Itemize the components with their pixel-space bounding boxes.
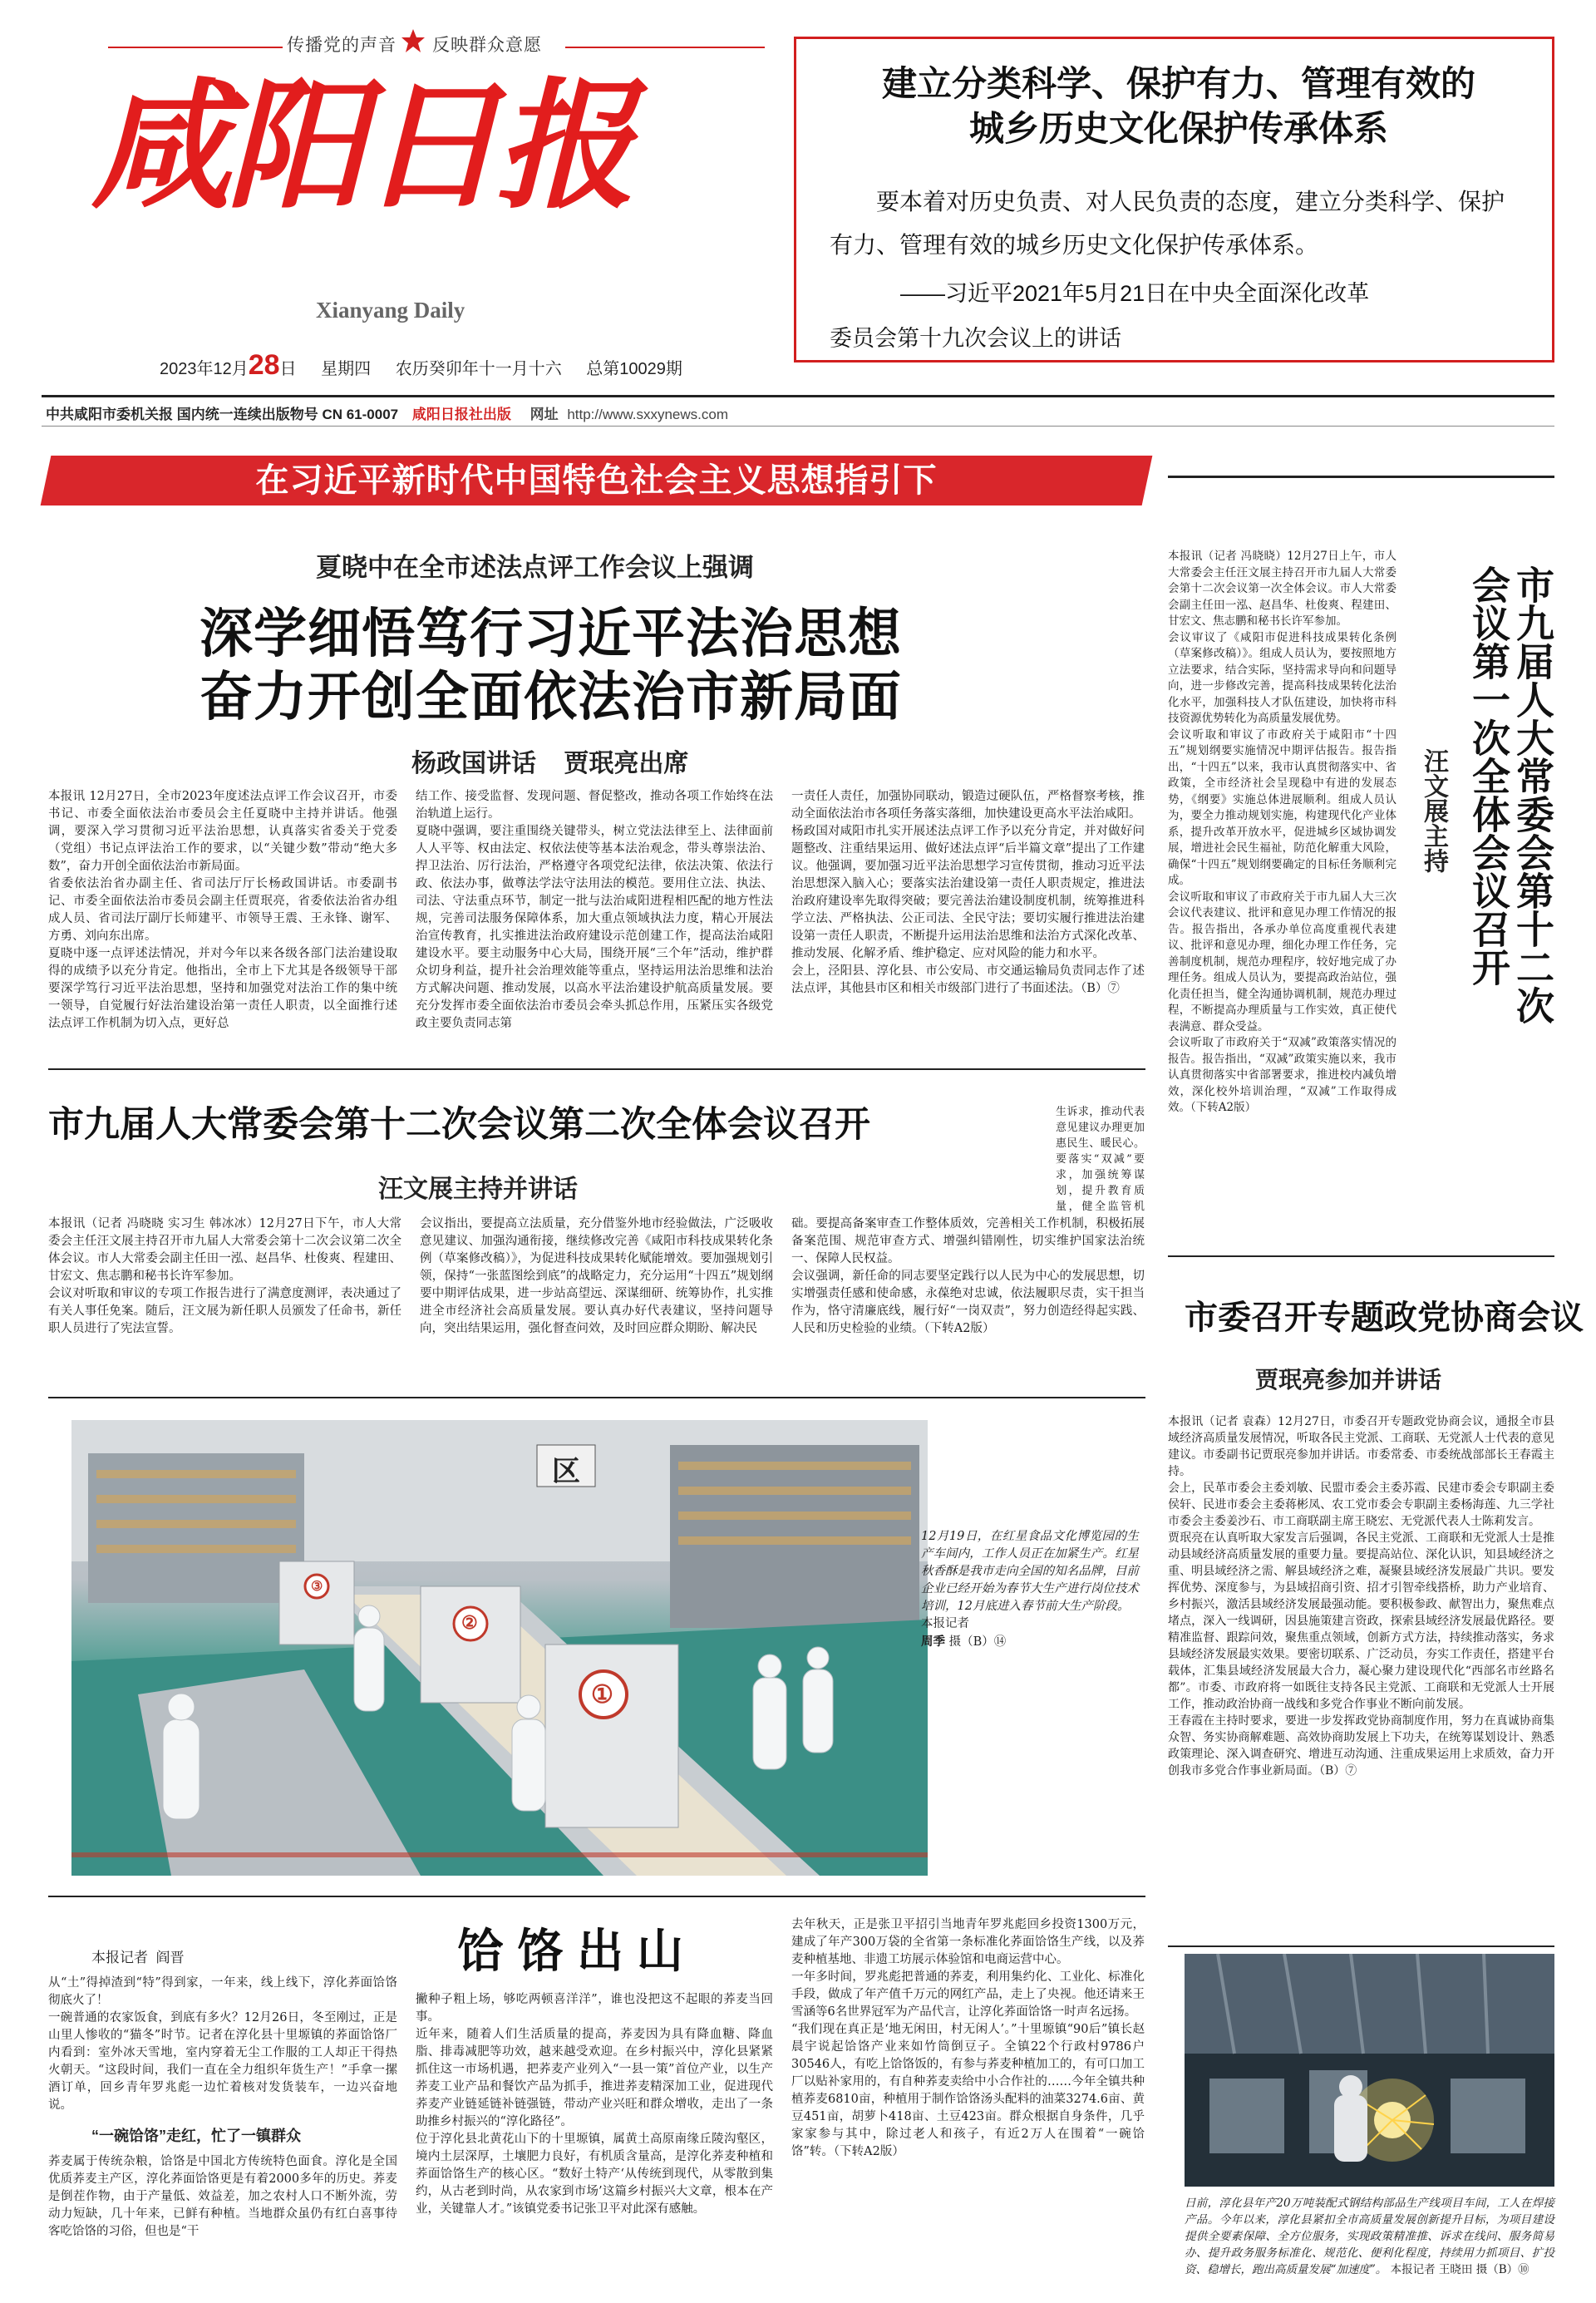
welding-caption-credit: 本报记者 王晓田 摄（B）⑩ (1390, 2263, 1530, 2276)
cppcc-headline: 市委召开专题政党协商会议 (1185, 1299, 1584, 1336)
quote-body: 要本着对历史负责、对人民负责的态度，建立分类科学、保护有力、管理有效的城乡历史文化保护传承体系。 (830, 188, 1505, 259)
machine-label-3: ③ (311, 1578, 323, 1594)
issue-number: 总第10029期 (586, 360, 682, 378)
feature-col2: 撇种子粗上场，够吃两顿喜洋洋”，谁也没把这不起眼的荞麦当回事。 近年来，随着人们生活质量的提高，荞麦因为具有降血糖、降血脂、排毒减肥等功效，越来越受欢迎。在乡村振兴中，淳化县紧紧抓住这一市场机遇，把荞麦产业列入“一县一策”首位产业，以生产荞麦工业产品和餐饮产品为抓手，推进荞麦精深加工业，促进现代荞麦产业链延链补链强链，带动产业兴旺和群众增收，走出了一条助推乡村振兴的“淳化路径”。 位于淳化县北黄花山下的十里塬镇，属黄土高原南缘丘陵沟壑区，境内土层深厚，土壤肥力良好，有机质含量高，是淳化荞麦种植和荞面饸饹生产的核心区。“数好土特产‘从传统到现代，从零散到集约，从古老到时尚，从农家到市场’这篇乡村振兴大文章，根本在产业，关键靠人才。”该镇党委书记张卫平对此深有感触。 (416, 1993, 773, 2216)
website-label: 网址 (530, 407, 559, 422)
quote-box (794, 37, 1554, 362)
photo-caption-text: 12月19日，在红星食品文化博览园的生产车间内，工作人员正在加紧生产。红星秋香酥是我市走向全国的知名品牌，目前企业已经开始为春节大生产进行岗位技术培训，12月底进入春节前大生产阶段。 (921, 1530, 1139, 1613)
feature-top-rule (48, 1896, 1145, 1897)
right-vertical-headline-2: 会议第一次全体会议召开 (1467, 565, 1510, 986)
second-bottom-rule (48, 1397, 1145, 1398)
feature-headline: 饸饹出山 (457, 1925, 697, 1977)
second-headline: 市九届人大常委会第十二次会议第二次全体会议召开 (48, 1105, 870, 1145)
right-vertical-subhead: 汪文展主持 (1420, 748, 1447, 873)
date-suffix: 日 (279, 360, 297, 378)
date-day: 28 (248, 349, 280, 381)
date-prefix: 2023年12月 (160, 360, 249, 378)
sponsor-rule-bottom (42, 426, 1554, 427)
right-col-divider (1168, 1255, 1554, 1257)
lead-col1: 本报讯 12月27日，全市2023年度述法点评工作会议召开，市委书记、市委全面依法治市委员会主任夏晓中主持并讲话。他强调，要深入学习贯彻习近平法治思想，认真落实省委关于党委（党组）书记点评法治工作的要求，以“关键少数”带动“绝大多数”，奋力开创全面依法治市新局面。 省委依法治省办副主任、省司法厅厅长杨政国讲话。市委副书记、市委全面依法治市委员会副主任贾珉亮，省委依法治省办组成人员、省司法厅副厅长师建平、市领导王震、王永锋、谢军、方勇、刘向东出席。 夏晓中逐一点评述法情况，并对今年以来各级各部门法治建设取得的成绩予以充分肯定。他指出，全市上下尤其是各级领导干部要深学笃行习近平法治思想，坚持和加强党对法治工作的集中统一领导，自觉履行好法治建设治第一责任人职责，以全面推行述法点评工作机制为切入点，更好总 (48, 790, 397, 1030)
quote-source-line2: 委员会第十九次会议上的讲话 (830, 326, 1121, 351)
welding-photo (1185, 1954, 1554, 2187)
quote-source-line1: ——习近平2021年5月21日在中央全面深化改革 (900, 281, 1370, 306)
cppcc-bottom-rule (1168, 1945, 1554, 1947)
machine-label-1: ① (591, 1680, 613, 1709)
lead-bottom-rule (48, 1068, 1145, 1070)
factory-photo (71, 1420, 928, 1876)
photo-credit-suffix: 摄（B）⑭ (948, 1635, 1007, 1649)
sponsor-text: 中共咸阳市委机关报 国内统一连续出版物号 CN 61-0007 (46, 407, 399, 422)
second-col2: 会议指出，要提高立法质量，充分借鉴外地市经验做法，广泛吸收意见建议、加强沟通衔接，继续修改完善《咸阳市科技成果转化条例（草案修改稿）》，为促进科技成果转化赋能增效。要加强规划引领，保持“一张蓝图绘到底”的战略定力，充分运用“十四五”规划纲要中期评估成果，进一步站高望远、深谋细研、统筹协作，扎实推进全市经济社会高质量发展。要认真办好代表建议，坚持问题导向，突出结果运用，强化督查问效，及时回应群众期盼、解决民 (420, 1217, 773, 1335)
feature-col3: 去年秋天，正是张卫平招引当地青年罗兆彪回乡投资1300万元，建成了年产300万袋的全省第一条标准化荞面饸饹生产线，以及荞麦种植基地、非遗工坊展示体验馆和电商运营中心。 一年多时间，罗兆彪把普通的荞麦，利用集约化、工业化、标准化手段，做成了年产值千万元的网红产品，走上了央视。他还请来王雪涵等6名世界冠军为产品代言，让淳化荞面饸饹一时声名远扬。 “我们现在真正是‘地无闲田，村无闲人’。”十里塬镇“90后”镇长赵晨宇说起饸饹产业来如竹筒倒豆子。全镇22个行政村9786户30546人，有吃上饸饹饭的，有参与荞麦种植加工的，有可口加工厂以贴补家用的，有自种荞麦卖给中小合作社的……今年全镇共种植荞麦6810亩，种植用于制作饸饹汤头配料的油菜3274.6亩、黄豆451亩，胡萝卜418亩、土豆423亩。群众根据自身条件，几乎家家参与其中，除过老人和孩子，有近2万人在围着“一碗饸饹”转。（下转A2版） (791, 1918, 1145, 2158)
lead-kicker: 夏晓中在全市述法点评工作会议上强调 (316, 553, 754, 582)
feature-col1: 从“土”得掉渣到“特”得到家，一年来，线上线下，淳化荞面饸饹彻底火了！ 一碗普通的农家饭食，到底有多火？12月26日，冬至刚过，正是山里人惨收的“猫冬”时节。记者在淳化县十里塬镇的荞面饸饹厂内看到：室外冰天雪地，室内穿着无尘工作服的工人却正干得热火朝天。“这段时间，我们一直在全力组织年货生产！”手拿一摞酒订单，回乡青年罗兆彪一边忙着核对发货装车，一边兴奋地说。 (48, 1976, 397, 2112)
feature-col1-subhead: “一碗饸饹”走红，忙了一镇群众 (91, 2128, 301, 2144)
sponsor-strip (46, 402, 728, 423)
welding-caption (1185, 2195, 1554, 2278)
lead-headline-line2: 奋力开创全面依法治市新局面 (200, 667, 902, 727)
second-col4: 生诉求，推动代表意见建议办理更加惠民生、暖民心。要落实“双减”要求，加强统筹谋划，提升教育质量，健全监管机 (1056, 1106, 1145, 1212)
lunar-date: 农历癸卯年十一月十六 (395, 360, 562, 378)
zone-sign-text: 区 (552, 1456, 580, 1487)
second-subhead: 汪文展主持并讲话 (378, 1176, 578, 1203)
lead-col3: 一责任人责任，加强协同联动，锻造过硬队伍，严格督察考核，推动全面依法治市各项任务落实落细，加快建设更高水平法治咸阳。 杨政国对咸阳市扎实开展述法点评工作予以充分肯定，并对做好问题整改、注重结果运用、做好述法点评“后半篇文章”提出了工作建议。他强调，要加强习近平法治思想学习宣传贯彻，推动习近平法治思想深入脑入心；要落实法治建设第一责任人职责规定，推进法治政府建设率先取得突破；要完善法治建设制度机制，统筹推进科学立法、严格执法、公正司法、全民守法；要切实履行推进法治建设第一责任人职责，不断提升运用法治思维和法治方式深化改革、推动发展、化解矛盾、维护稳定、应对风险的能力和水平。 会上，泾阳县、淳化县、市公安局、市交通运输局负责同志作了述法点评，其他县市区和相关市级部门进行了书面述法。（B）⑦ (791, 790, 1145, 995)
masthead-logo: 咸阳日报 (91, 63, 630, 228)
right-col-top-rule (1168, 476, 1554, 478)
masthead-slogan-left: 传播党的声音 (287, 36, 397, 55)
sponsor-rule-top (42, 395, 1554, 397)
lead-headline-line1: 深学细悟笃行习近平法治思想 (200, 604, 902, 663)
lead-col2: 结工作、接受监督、发现问题、督促整改，推动各项工作始终在法治轨道上运行。 夏晓中强调，要注重围绕关键带头，树立党法法律至上、法律面前人人平等、权由法定、权依法使等基本法治观念，带头尊崇法治、捍卫法治、厉行法治，严格遵守各项党纪法律，依法决策、依法行政、依法办事，做尊法学法守法用法的模范。要用住立法、执法、司法、守法重点环节，制定一批与法治咸阳进程相匹配的地方性法规，完善司法服务保障体系，加大重点领域执法力度，精心开展法治宣传教育，扎实推进法治政府建设示范创建工作，提高法治咸阳建设水平。要主动服务中心大局，围绕开展“三个年”活动，维护群众切身利益，提升社会治理效能等重点，坚持运用法治思维和法治方式解决问题、推动发展，以高水平法治建设护航高质量发展。要充分发挥市委全面依法治市委员会牵头抓总作用，压紧压实各级党政主要负责同志第 (416, 790, 773, 1030)
lead-subhead: 杨政国讲话 贾珉亮出席 (411, 750, 689, 777)
masthead-dateline (160, 349, 682, 382)
weekday: 星期四 (321, 360, 372, 378)
welding-caption-text: 日前，淳化县年产20万吨装配式钢结构部品生产线项目车间，工人在焊接产品。今年以来，淳化县紧扣全市高质量发展创新提升目标，为项目建设提供全要素保障、全方位服务，实现政策精准推、诉求在线问、服务简易办、提升政务服务标准化、规范化、便利化程度，持续用力抓项目、扩投资、稳增长，跑出高质量发展“加速度”。 (1185, 2197, 1554, 2276)
second-col1: 本报讯（记者 冯晓晓 实习生 韩冰冰）12月27日下午，市人大常委会主任汪文展主持召开市九届人大常委会第十二次会议第二次全体会议。市人大常委会副主任田一泓、赵昌华、杜俊爽、程建田、甘宏文、焦志鹏和秘书长许军参加。 会议对听取和审议的专项工作报告进行了满意度测评，表决通过了有关人事任免案。随后，汪文展为新任职人员颁发了任命书，新任职人员进行了宪法宣誓。 (48, 1217, 401, 1335)
feature-col1b: 荞麦属于传统杂粮，饸饹是中国北方传统特色面食。淳化是全国优质荞麦主产区，淳化荞面饸饹更是有着2000多年的历史。荞麦是倒茬作物，由于产量低、效益差，加之农村人口不断外流，劳动力短缺，几十年来，已鲜有种植。当地群众虽仍有红白喜事待客吃饸饹的习俗，但也是“干 (48, 2155, 397, 2238)
publisher-text: 咸阳日报社出版 (411, 407, 511, 422)
photo-credit-name: 周季 (921, 1635, 945, 1649)
website-link[interactable]: http://www.sxxynews.com (567, 407, 728, 422)
right-col-body: 本报讯（记者 冯晓晓）12月27日上午，市人大常委会主任汪文展主持召开市九届人大常委会第十二次会议第一次全体会议。市人大常委会副主任田一泓、赵昌华、杜俊爽、程建田、甘宏文、焦志鹏和秘书长许军参加。 会议审议了《咸阳市促进科技成果转化条例（草案修改稿）》。组成人员认为，要按照地方立法要求，结合实际，坚持需求导向和问题导向，进一步修改完善，提高科技成果转化法治化水平，加强科技人才队伍建设，加快将市科技资源优势转化为高质量发展优势。 会议听取和审议了市政府关于咸阳市“十四五”规划纲要实施情况中期评估报告。报告指出，“十四五”以来，我市认真贯彻落实中、省政策，全市经济社会呈现稳中有进的发展态势，《纲要》实施总体进展顺利。组成人员认为，要全力推动规划实施，构建现代化产业体系，提升改革开放水平，促进城乡区域协调发展，增进社会民生福祉，防范化解重大风险，确保“十四五”规划纲要确定的目标任务顺利完成。 会议听取和审议了市政府关于市九届人大三次会议代表建议、批评和意见办理工作情况的报告。报告指出，各承办单位高度重视代表建议、批评和意见办理，细化办理工作任务，完善制度机制，规范办理程序，较好地完成了办理任务。组成人员认为，要提高政治站位，强化责任担当，健全沟通协调机制，规范办理过程，不断提高办理质量与工作实效，真正使代表满意、群众受益。 会议听取了市政府关于“双减”政策落实情况的报告。报告指出，“双减”政策实施以来，我市认真贯彻落实中省部署要求，推进校内减负增效，深化校外培训治理，“双减”工作取得成效。（下转A2版） (1168, 550, 1396, 1114)
masthead-pinyin: Xianyang Daily (316, 298, 466, 323)
cppcc-body: 本报讯（记者 袁森）12月27日，市委召开专题政党协商会议，通报全市县域经济高质量发展情况，听取各民主党派、工商联、无党派人士代表的意见建议。市委副书记贾珉亮参加并讲话。市委常委、市委统战部部长王春霞主持。 会上，民革市委会主委刘敏、民盟市委会主委苏霞、民建市委会专职副主委侯轩、民进市委会主委蒋彬凤、农工党市委会专职副主委杨海莲、九三学社市委会主委姜沙石、市工商联副主席王晓宏、无党派代表人士陈莉发言。 贾珉亮在认真听取大家发言后强调，各民主党派、工商联和无党派人士是推动县域经济高质量发展的重要力量。要提高站位、深化认识，知县域经济之重、明县域经济之需、解县域经济之难，凝聚县域经济发展最广共识。要发挥优势、深度参与，为县域招商引资、招才引智牵线搭桥，助力产业培育、乡村振兴，激活县域经济发展最强动能。要积极参政、献智出力，聚焦难点堵点，深入一线调研，因县施策建言资政，探索县域经济发展最优路径。要精准监督、跟踪问效，聚焦重点领域，创新方式方法，持续推动落实，务求县域经济发展最实效果。要密切联系、广泛动员，夯实工作责任，搭建平台载体，汇集县域经济发展最大合力，凝心聚力建设现代化“西部名市丝路名都”。市委、市政府将一如既往支持各民主党派、工商联和无党派人士开展工作，推动政治协商一战线和多党合作事业不断向前发展。 王春霞在主持时要求，要进一步发挥政党协商制度作用，努力在真诚协商集众智、务实协商解难题、高效协商助发展上下功夫，在统筹谋划设计、熟悉政策理论、深入调查研究、增进互动沟通、注重成果运用上求质效，奋力开创我市多党合作事业新局面。（B）⑦ (1168, 1415, 1554, 1778)
masthead-slogan-right: 反映群众意愿 (432, 36, 542, 55)
banner-text: 在习近平新时代中国特色社会主义思想指引下 (255, 462, 938, 499)
feature-byline: 本报记者 阎晋 (91, 1950, 185, 1965)
photo-credit-label: 本报记者 (921, 1617, 969, 1630)
masthead-rule-left (108, 47, 283, 48)
quote-title-line2: 城乡历史文化保护传承体系 (968, 109, 1388, 148)
second-col3: 础。要提高备案审查工作整体质效，完善相关工作机制，积极拓展备案范围、规范审查方式、增强纠错刚性，切实维护国家法治统一、保障人民权益。 会议强调，新任命的同志要坚定践行以人民为中心的发展思想，切实增强责任感和使命感，永葆绝对忠诚，依法履职尽责，实干担当作为，恪守清廉底线，履行好“一岗双责”，努力创造经得起实践、人民和历史检验的业绩。（下转A2版） (791, 1217, 1145, 1335)
right-vertical-headline-1: 市九届人大常委会第十二次 (1511, 565, 1554, 1024)
masthead-rule-right (565, 47, 765, 48)
quote-title-line1: 建立分类科学、保护有力、管理有效的 (881, 64, 1475, 103)
cppcc-subhead: 贾珉亮参加并讲话 (1255, 1367, 1442, 1393)
machine-label-2: ② (461, 1612, 478, 1634)
photo-caption (921, 1528, 1139, 1651)
